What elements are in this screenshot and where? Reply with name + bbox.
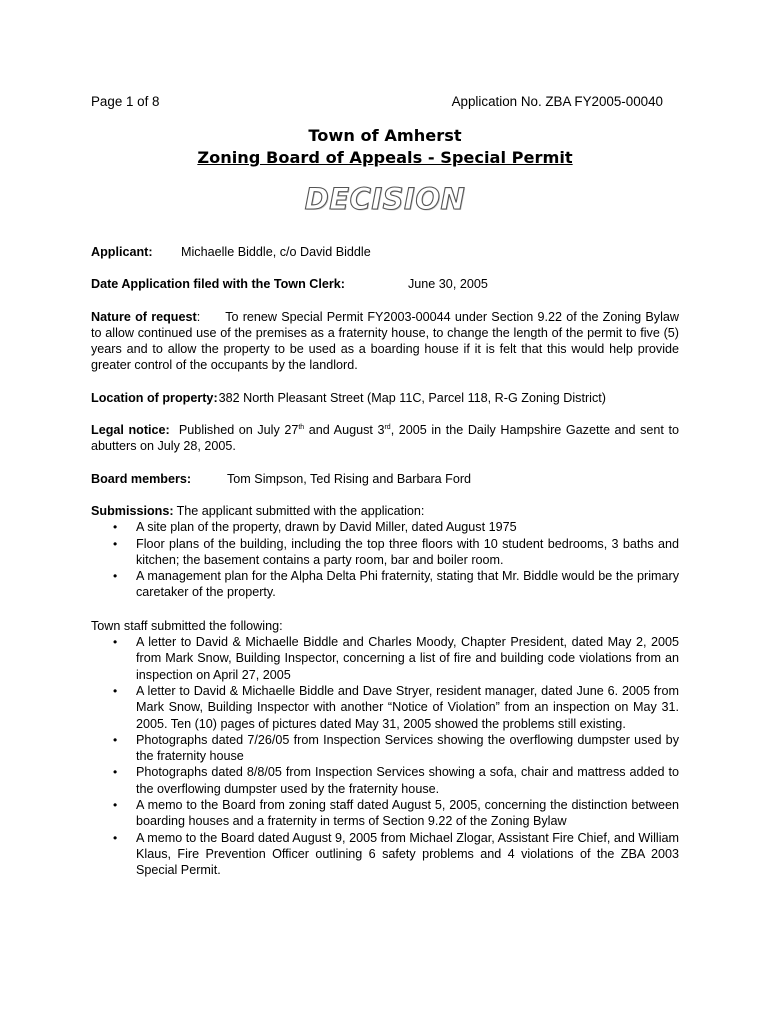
document-page xyxy=(91,93,679,879)
bullet-icon: • xyxy=(113,798,118,813)
submissions-label: Submissions: xyxy=(91,503,174,518)
submissions-intro-text: The applicant submitted with the application: xyxy=(176,503,425,518)
board-members-row xyxy=(91,471,679,487)
location-value: 382 North Pleasant Street (Map 11C, Parcel 118, R-G Zoning District) xyxy=(218,390,606,405)
list-item-text: Photographs dated 7/26/05 from Inspection Services showing the overflowing dumpster used by the fraternity house xyxy=(136,732,679,764)
applicant-submissions-list xyxy=(91,519,679,600)
date-filed-label: Date Application filed with the Town Clerk: xyxy=(91,277,345,292)
legal-notice-sup-1: th xyxy=(298,424,305,432)
list-item xyxy=(91,634,679,683)
applicant-value: Michaelle Biddle, c/o David Biddle xyxy=(181,245,371,259)
decision-banner xyxy=(91,182,679,224)
list-item-text: A site plan of the property, drawn by David Miller, dated August 1975 xyxy=(136,520,517,535)
list-item xyxy=(91,568,679,601)
date-filed-value: June 30, 2005 xyxy=(408,277,488,292)
bullet-icon: • xyxy=(113,683,118,698)
applicant-row xyxy=(91,244,679,260)
application-number: Application No. ZBA FY2005-00040 xyxy=(451,94,663,109)
list-item xyxy=(91,764,679,797)
board-members-value: Tom Simpson, Ted Rising and Barbara Ford xyxy=(227,471,472,486)
applicant-label: Applicant: xyxy=(91,245,153,259)
board-members-label: Board members: xyxy=(91,471,192,486)
nature-of-request xyxy=(91,309,679,374)
staff-intro: Town staff submitted the following: xyxy=(91,618,283,633)
list-item-text: A letter to David & Michaelle Biddle and Dave Stryer, resident manager, dated June 6. 2005 from Mark Snow, Building Inspector with another “Notice of Violation” from an inspection on May 31. 2005. Ten (10) pages of pictures dated May 31, 2005 showed the problems still existing. xyxy=(136,683,679,731)
legal-notice-text-2: and August 3 xyxy=(304,423,385,438)
list-item xyxy=(91,519,679,535)
location-label: Location of property: xyxy=(91,390,218,405)
bullet-icon: • xyxy=(113,520,118,535)
nature-colon: : xyxy=(196,309,201,324)
list-item xyxy=(91,797,679,830)
location-of-property xyxy=(91,390,679,406)
nature-text: To renew Special Permit FY2003-00044 under Section 9.22 of the Zoning Bylaw to allow continued use of the premises as a fraternity house, to change the length of the permit to five (5) years and to allow the property to be used as a boarding house if it is felt that this would help provide greater control of the occupants by the landlord. xyxy=(91,309,679,373)
bullet-icon: • xyxy=(113,830,118,845)
list-item xyxy=(91,732,679,765)
list-item-text: Photographs dated 8/8/05 from Inspection Services showing a sofa, chair and mattress added to the overflowing dumpster used by the fraternity house. xyxy=(136,765,679,796)
bullet-icon: • xyxy=(113,569,118,584)
decision-heading: DECISION xyxy=(304,182,466,216)
list-item xyxy=(91,830,679,879)
date-filed-row xyxy=(91,276,679,292)
legal-notice-label: Legal notice: xyxy=(91,423,170,438)
bullet-icon: • xyxy=(113,536,118,551)
list-item xyxy=(91,536,679,569)
nature-label: Nature of request xyxy=(91,309,197,324)
legal-notice xyxy=(91,422,679,455)
staff-submissions-list xyxy=(91,634,679,878)
list-item-text: A memo to the Board dated August 9, 2005 from Michael Zlogar, Assistant Fire Chief, and William Klaus, Fire Prevention Officer outlining 6 safety problems and 4 violations of the ZBA 2003 Special Permit. xyxy=(136,830,679,878)
document-subtitle: Zoning Board of Appeals - Special Permit xyxy=(197,148,573,167)
legal-notice-text-1: Published on July 27 xyxy=(178,423,299,438)
legal-notice-text-3: , 2005 in the Daily Hampshire Gazette and sent to abutters on July 28, 2005. xyxy=(91,423,680,454)
bullet-icon: • xyxy=(113,765,118,780)
page-number: Page 1 of 8 xyxy=(91,94,160,109)
submissions-intro xyxy=(91,503,679,519)
list-item-text: Floor plans of the building, including the top three floors with 10 student bedrooms, 3 baths and kitchen; the basement contains a party room, bar and boiler room. xyxy=(136,536,679,567)
list-item-text: A memo to the Board from zoning staff dated August 5, 2005, concerning the distinction between boarding houses and a fraternity in terms of Section 9.22 of the Zoning Bylaw xyxy=(136,798,679,829)
list-item xyxy=(91,683,679,732)
document-title: Town of Amherst xyxy=(308,126,462,145)
bullet-icon: • xyxy=(113,732,118,747)
bullet-icon: • xyxy=(113,635,118,650)
list-item-text: A letter to David & Michaelle Biddle and Charles Moody, Chapter President, dated May 2, 2005 from Mark Snow, Building Inspector, concerning a list of fire and building code violations from an inspection on April 27, 2005 xyxy=(136,635,679,682)
legal-notice-sup-2: rd xyxy=(384,424,391,432)
list-item-text: A management plan for the Alpha Delta Phi fraternity, stating that Mr. Biddle would be the primary caretaker of the property. xyxy=(136,569,679,600)
page-header xyxy=(91,93,679,111)
